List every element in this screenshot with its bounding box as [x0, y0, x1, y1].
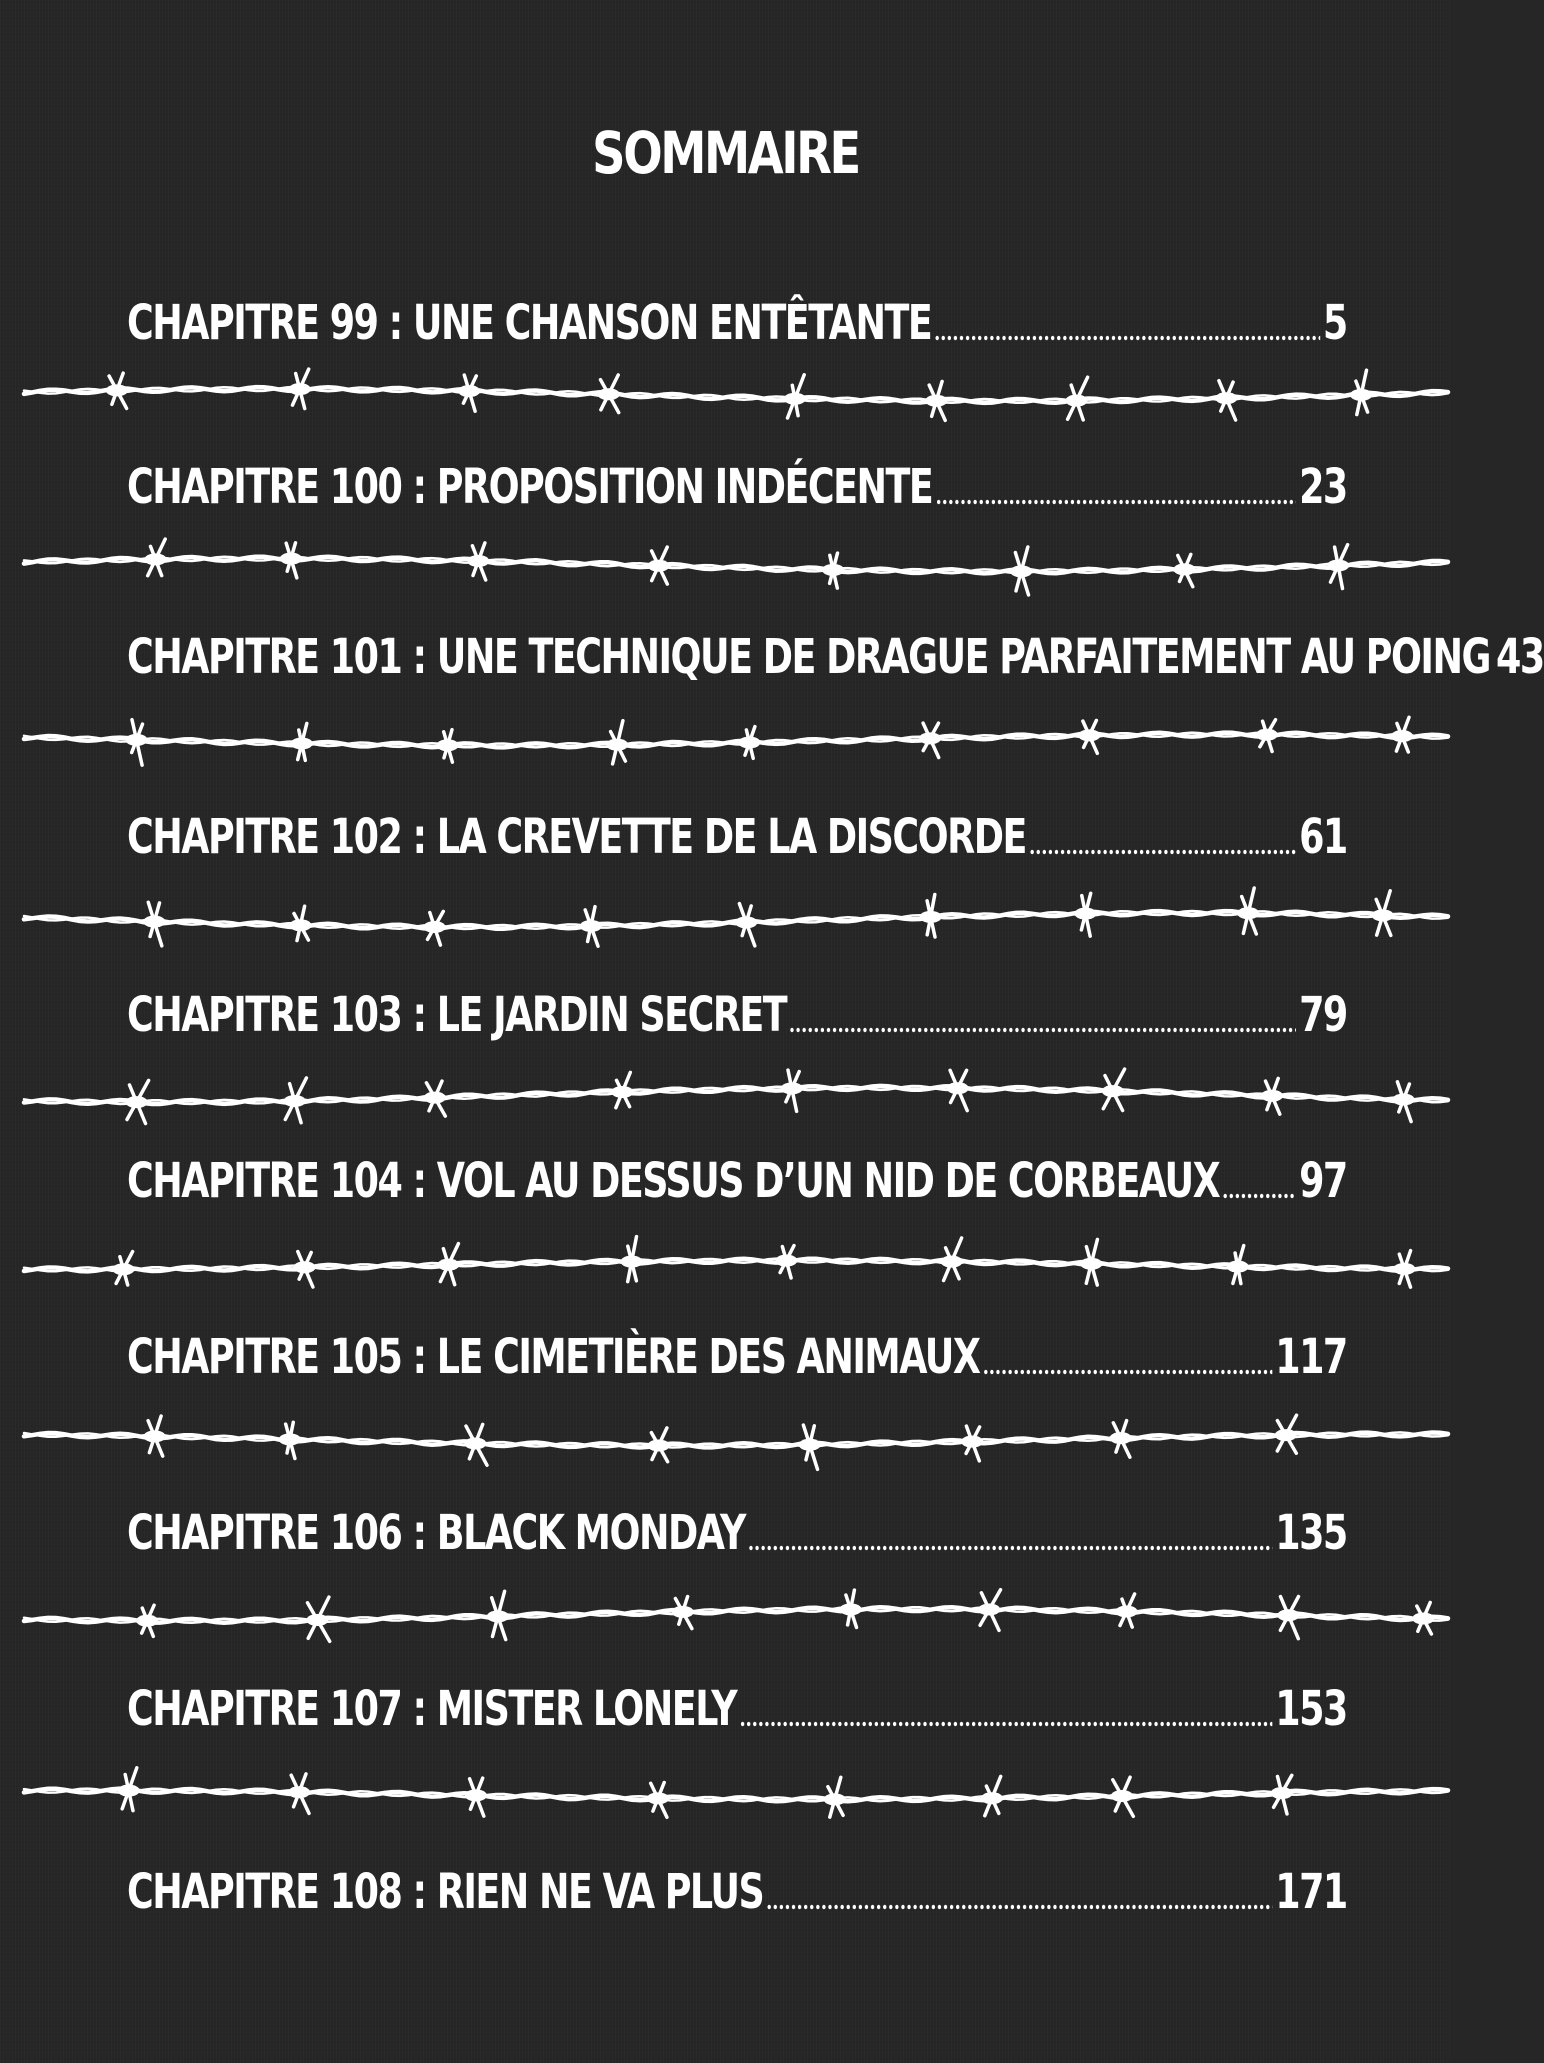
page-number: 79 [1299, 987, 1347, 1043]
chapter-title: CHAPITRE 101 : UNE TECHNIQUE DE DRAGUE PARFAITEMENT AU POING [127, 629, 1490, 685]
chapter-title: CHAPITRE 106 : BLACK MONDAY [127, 1505, 745, 1561]
toc-entry[interactable] [127, 1320, 1345, 1386]
barbed-wire-icon [0, 525, 1451, 605]
dot-leader [789, 1027, 1296, 1033]
barbed-wire-icon [0, 1575, 1451, 1655]
dot-leader [1029, 849, 1296, 855]
toc-entry[interactable] [127, 450, 1345, 516]
chapter-title: CHAPITRE 107 : MISTER LONELY [127, 1681, 737, 1737]
barbed-wire-icon [0, 1055, 1451, 1135]
page-number: 23 [1299, 459, 1347, 515]
toc-entry[interactable] [127, 1855, 1345, 1921]
toc-entry[interactable] [127, 1496, 1345, 1562]
page-number: 61 [1299, 809, 1347, 865]
barbed-wire-icon [0, 1225, 1451, 1305]
chapter-title: CHAPITRE 103 : LE JARDIN SECRET [127, 987, 787, 1043]
page-number: 117 [1275, 1329, 1347, 1385]
page-number: 5 [1322, 295, 1347, 351]
dot-leader [934, 335, 1320, 341]
barbed-wire-icon [0, 880, 1451, 960]
toc-entry[interactable] [127, 1144, 1345, 1210]
dot-leader [935, 499, 1296, 505]
toc-entry[interactable] [127, 620, 1544, 686]
barbed-wire-icon [0, 355, 1451, 435]
page-number: 97 [1299, 1153, 1347, 1209]
chapter-title: CHAPITRE 100 : PROPOSITION INDÉCENTE [127, 459, 933, 515]
barbed-wire-icon [0, 1755, 1451, 1835]
chapter-title: CHAPITRE 104 : VOL AU DESSUS D’UN NID DE CORBEAUX [127, 1153, 1220, 1209]
dot-leader [748, 1545, 1272, 1551]
dot-leader [739, 1721, 1272, 1727]
page-number: 135 [1275, 1505, 1347, 1561]
page-number: 153 [1275, 1681, 1347, 1737]
dot-leader [766, 1904, 1272, 1910]
toc-entry[interactable] [127, 286, 1345, 352]
toc-entry[interactable] [127, 1672, 1345, 1738]
page-title: SOMMAIRE [592, 119, 859, 187]
toc-entry[interactable] [127, 800, 1345, 866]
page-number: 43 [1496, 629, 1544, 685]
toc-entry[interactable] [127, 978, 1345, 1044]
dot-leader [1222, 1193, 1296, 1199]
dot-leader [983, 1369, 1273, 1375]
page-number: 171 [1275, 1864, 1347, 1920]
chapter-title: CHAPITRE 99 : UNE CHANSON ENTÊTANTE [127, 295, 932, 351]
chapter-title: CHAPITRE 105 : LE CIMETIÈRE DES ANIMAUX [127, 1329, 980, 1385]
barbed-wire-icon [0, 700, 1451, 780]
chapter-title: CHAPITRE 102 : LA CREVETTE DE LA DISCORDE [127, 809, 1026, 865]
chapter-title: CHAPITRE 108 : RIEN NE VA PLUS [127, 1864, 764, 1920]
barbed-wire-icon [0, 1400, 1451, 1480]
